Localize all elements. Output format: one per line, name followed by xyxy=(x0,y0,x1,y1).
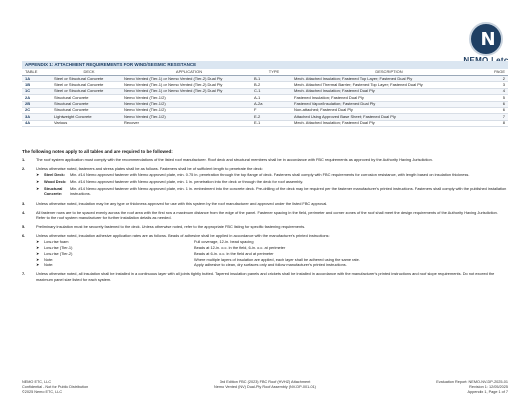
note-item xyxy=(22,157,508,162)
arrow-bullet-icon: ➤ xyxy=(36,244,40,250)
cell-deck: Structural Concrete xyxy=(54,94,89,100)
cell-description: Fastened Insulation; Fastened Dual Ply xyxy=(294,94,364,100)
cell-description: Fastened Vapor/Insulation; Fastened Dual Ply xyxy=(294,101,376,107)
cell-table-id: 4A xyxy=(25,120,31,126)
bullet-value: Beads at 6-in. o.c. in the field and at perimeter xyxy=(194,250,274,256)
footer-page-number: Appendix 1, Page 1 of 7 xyxy=(467,390,508,395)
page-footer xyxy=(22,380,508,402)
bullet-item xyxy=(36,262,508,267)
cell-deck: Various xyxy=(54,120,68,126)
note-item xyxy=(22,224,508,229)
arrow-bullet-icon: ➤ xyxy=(36,262,40,268)
header-description: DESCRIPTION xyxy=(375,69,403,75)
notes-list xyxy=(22,157,508,286)
note-item xyxy=(22,210,508,221)
cell-deck: Lightweight Concrete xyxy=(54,113,92,119)
cell-type: A-2a xyxy=(254,101,263,107)
arrow-bullet-icon: ➤ xyxy=(36,178,40,184)
header-type: TYPE xyxy=(268,69,280,75)
bullet-item xyxy=(36,257,508,262)
cell-application: Nemo Vented (Tier-1/2) xyxy=(124,113,166,119)
bullet-value: Full coverage, 12-in. bead spacing xyxy=(194,239,254,245)
arrow-bullet-icon: ➤ xyxy=(36,185,40,191)
note-text: Unless otherwise noted, insulation adhesive application rates are as follows. Beads of adhesive shall be applied in accordance with the manufacturer's printed instructions: xyxy=(36,232,330,238)
cell-page: 2 xyxy=(502,75,505,81)
header-page: PAGE xyxy=(494,69,505,75)
header-deck: DECK xyxy=(83,69,95,75)
footer-code-edition: 3rd Edition FBC (2023) FBC Roof (HVHZ) Attachment xyxy=(219,380,311,384)
footer-left xyxy=(22,380,88,396)
cell-application: Nemo Vented (Tier-1) or Nemo Vented (Tier-2) Dual Ply xyxy=(124,88,223,94)
note-text: Unless otherwise noted, insulation may be any type or thickness approved for use with this system by the roof manufacturer and approved under the listed FBC approval. xyxy=(36,201,328,207)
cell-page: 6 xyxy=(502,101,505,107)
note-body xyxy=(36,201,508,206)
note-text: Preliminary insulation must be securely fastened to the deck. Unless otherwise noted, refer to the appropriate FBC listing for specific fastening requirements. xyxy=(36,224,306,230)
cell-table-id: 2B xyxy=(25,101,31,107)
cell-table-id: 2A xyxy=(25,94,31,100)
cell-description: Non-attached; Fastened Dual Ply xyxy=(294,107,353,113)
note-item xyxy=(22,201,508,206)
cell-table-id: 1C xyxy=(25,88,31,94)
note-text: The roof system application must comply with the recommendations of the listed roof manufacturer. Roof deck and structural members shall be in accordance with FBC requirements as approved by the Authority Having Jurisdiction. xyxy=(36,157,433,162)
header-application: APPLICATION xyxy=(175,69,203,75)
bullet-label: Low-rise (Tier-1) xyxy=(44,244,73,250)
footer-report-number: Evaluation Report: NEMO-NV-DP-2025-01 xyxy=(436,380,508,384)
arrow-bullet-icon: ➤ xyxy=(36,239,40,245)
header-table: TABLE xyxy=(25,69,38,75)
note-number: 5. xyxy=(22,224,26,230)
cell-page: 8 xyxy=(502,120,505,126)
cell-description: Mech. Attached Insulation; Fastened Dual Ply xyxy=(294,120,375,126)
note-body xyxy=(36,233,508,268)
bullet-item xyxy=(36,179,508,184)
cell-table-id: 2C xyxy=(25,107,31,113)
note-text: Unless otherwise noted, all insulation shall be installed in a continuous layer with all joints tightly butted. Tapered insulation panels and crickets shall be installed in accordance with the manufacturer's printed instructions and roof slope requirements. Do not exceed the maximum panel size listed for each system. xyxy=(36,271,495,282)
cell-deck: Structural Concrete xyxy=(54,107,89,113)
bullet-item xyxy=(36,172,508,177)
footer-revision: Revision 1: 12/05/2025 xyxy=(469,385,508,390)
cell-application: Recover xyxy=(124,120,139,126)
footer-confidential: Confidential - Not for Public Distribution xyxy=(22,385,89,390)
cell-description: Mech. Attached Insulation; Fastened Dual Ply xyxy=(294,88,375,94)
note-body xyxy=(36,210,508,221)
note-number: 7. xyxy=(22,271,26,277)
bullet-label: Note: xyxy=(44,262,54,268)
cell-description: Attached Using Approved Base Sheet; Fastened Dual Ply xyxy=(294,113,396,119)
bullet-item xyxy=(36,251,508,256)
bullet-value: Apply adhesive to clean, dry surfaces only and follow manufacturer's printed instructions. xyxy=(194,262,347,268)
cell-application: Nemo Vented (Tier-1/2) xyxy=(124,101,166,107)
note-item xyxy=(22,166,508,198)
footer-center xyxy=(192,380,338,390)
cell-application: Nemo Vented (Tier-1/2) xyxy=(124,94,166,100)
note-number: 6. xyxy=(22,232,26,238)
footer-right xyxy=(436,380,508,396)
cell-table-id: 1A xyxy=(25,75,31,81)
cell-deck: Steel or Structural Concrete xyxy=(54,75,104,81)
note-text: All fastener rows are to be spaced evenly across the roof area with the first row a maximum distance from the edge of the panel. Fastener spacing in the field, perimeter and corner zones of the roof shall meet the design requirements of the Authority Having Jurisdiction. Refer to the roof system manufacturer for further installation details as needed. xyxy=(36,209,498,221)
arrow-bullet-icon: ➤ xyxy=(36,172,40,178)
arrow-bullet-icon: ➤ xyxy=(36,250,40,256)
cell-page: 5 xyxy=(502,94,505,100)
bullet-label: Note: xyxy=(44,256,54,262)
cell-page: 7 xyxy=(502,113,505,119)
logo-mark xyxy=(469,22,503,56)
bullet-text: Min. #14 Nemo approved fastener with Nemo approved plate, min. 1 in. penetration into the deck or through the deck for roof assembly. xyxy=(70,178,304,184)
bullet-text: Min. #14 Nemo approved fastener with Nemo approved plate, min. 1 in. embedment into the concrete deck. Pre-drilling of the deck may be required per the fastener manufacturer's printed instructions. Fasteners shall comply with the published installation instructions. xyxy=(70,185,507,197)
bullet-value: Where multiple layers of insulation are applied, each layer shall be adhered using the same rate. xyxy=(194,256,360,262)
cell-deck: Steel or Structural Concrete xyxy=(54,81,104,87)
note-item xyxy=(22,233,508,268)
cell-type: C-1 xyxy=(254,88,261,94)
cell-page: 3 xyxy=(502,81,505,87)
note-item xyxy=(22,271,508,282)
cell-type: B-2 xyxy=(254,81,261,87)
note-body xyxy=(36,224,508,229)
cell-table-id: 3A xyxy=(25,113,31,119)
note-number: 2. xyxy=(22,165,26,171)
fastener-bullets xyxy=(36,172,508,196)
bullet-value: Beads at 12-in. o.c. in the field, 6-in. o.c. at perimeter xyxy=(194,244,286,250)
bullet-term: Wood Deck: xyxy=(44,178,67,184)
cell-type: B-1 xyxy=(254,75,261,81)
adhesive-bullets xyxy=(36,239,508,268)
bullet-label: Low-rise foam xyxy=(44,239,69,245)
footer-company: NEMO ETC, LLC xyxy=(22,380,52,384)
table-title: APPENDIX 1: ATTACHMENT REQUIREMENTS FOR WIND/SEISMIC RESISTANCE xyxy=(22,61,508,69)
bullet-item xyxy=(36,186,508,197)
cell-page: 4 xyxy=(502,88,505,94)
bullet-term: Structural Concrete: xyxy=(44,185,63,197)
cell-application: Nemo Vented (Tier-1) or Nemo Vented (Tier-2) Dual Ply xyxy=(124,81,223,87)
cell-type: F xyxy=(254,107,257,113)
table-row xyxy=(22,121,508,127)
cell-type: E-2 xyxy=(254,113,261,119)
table-body xyxy=(22,76,508,127)
note-number: 4. xyxy=(22,209,26,215)
bullet-label: Low-rise (Tier-2) xyxy=(44,250,73,256)
cell-page: 6 xyxy=(502,107,505,113)
bullet-term: Steel Deck: xyxy=(44,172,65,178)
logo-letter: N xyxy=(480,29,496,50)
note-text: Unless otherwise noted, fasteners and stress plates shall be as follows. Fasteners shall be of sufficient length to penetrate the deck: xyxy=(36,165,263,171)
bullet-text: Min. #14 Nemo approved fastener with Nemo approved plate, min. 0.75 in. penetration through the top flange of deck. Fasteners shall comply with FBC requirements for corrosion resistance, with length based on insulation thickness. xyxy=(70,172,470,178)
note-body xyxy=(36,271,508,282)
bullet-item xyxy=(36,239,508,244)
cell-type: E-1 xyxy=(254,120,261,126)
attachment-table xyxy=(22,70,508,127)
cell-deck: Structural Concrete xyxy=(54,101,89,107)
cell-table-id: 1B xyxy=(25,81,31,87)
note-body xyxy=(36,157,508,162)
note-number: 1. xyxy=(22,157,26,162)
bullet-item xyxy=(36,245,508,250)
footer-copyright: ©2025 Nemo ETC, LLC xyxy=(22,390,63,395)
cell-description: Mech. Attached Insulation; Fastened Top Layer; Fastened Dual Ply xyxy=(294,75,413,81)
cell-deck: Steel or Structural Concrete xyxy=(54,88,104,94)
arrow-bullet-icon: ➤ xyxy=(36,256,40,262)
footer-assembly: Nemo Vented (NV) Dual-Ply Roof Assembly (NV-DP-001-01) xyxy=(214,385,316,390)
cell-description: Mech. Attached Thermal Barrier; Fastened Top Layer; Fastened Dual Ply xyxy=(294,81,423,87)
cell-application: Nemo Vented (Tier-1/2) xyxy=(124,107,166,113)
cell-type: A-1 xyxy=(254,94,261,100)
notes-heading: The following notes apply to all tables and are required to be followed: xyxy=(22,149,173,154)
note-number: 3. xyxy=(22,201,26,207)
cell-application: Nemo Vented (Tier-1) or Nemo Vented (Tier-2) Dual Ply xyxy=(124,75,223,81)
note-body xyxy=(36,166,508,198)
company-logo xyxy=(453,22,519,66)
